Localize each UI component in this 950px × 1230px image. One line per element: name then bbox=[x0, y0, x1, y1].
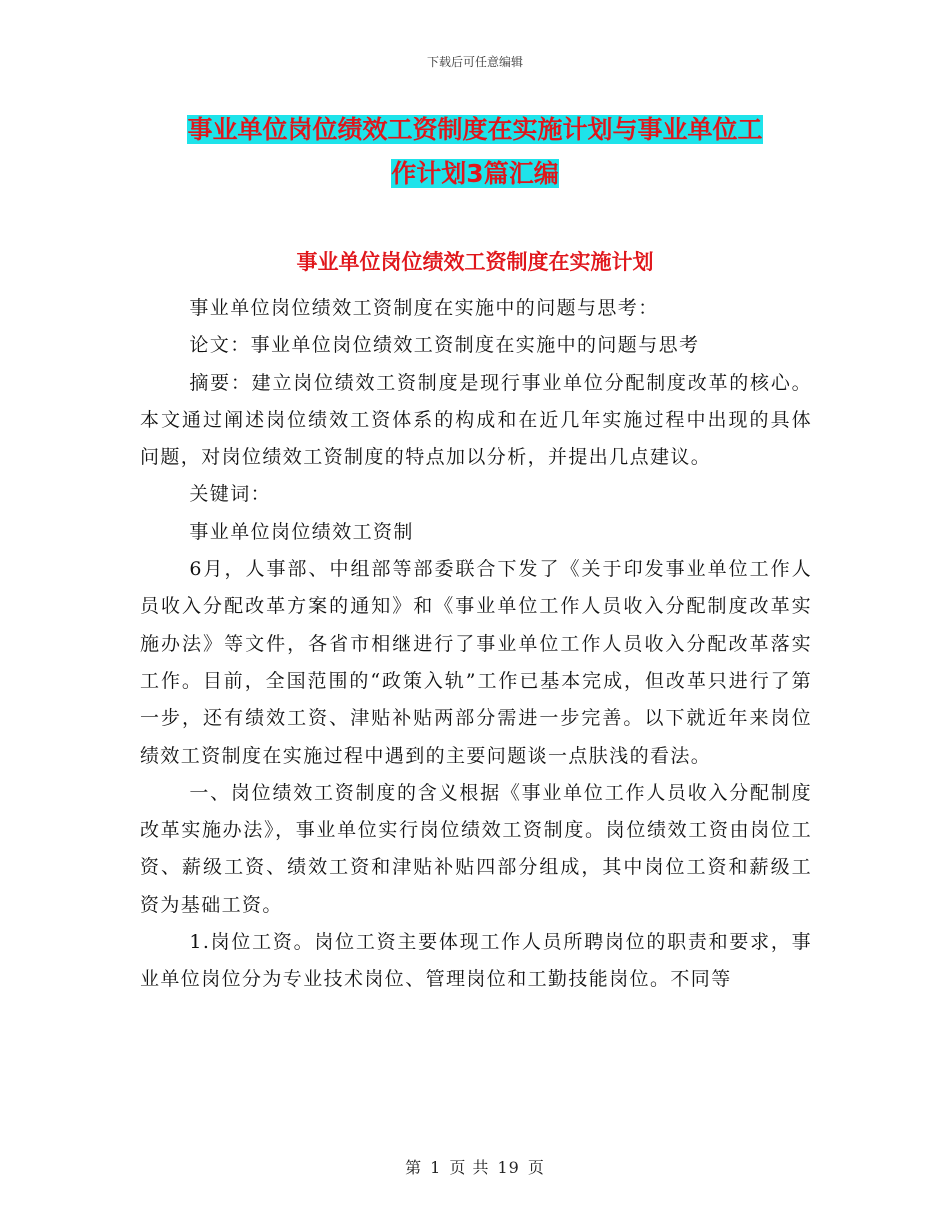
paragraph: 6月，人事部、中组部等部委联合下发了《关于印发事业单位工作人员收入分配改革方案的通知》和《事业单位工作人员收入分配制度改革实施办法》等文件，各省市相继进行了事业单位工作人员收入分配改革落实工作。目前，全国范围的“政策入轨”工作已基本完成，但改革只进行了第一步，还有绩效工资、津贴补贴两部分需进一步完善。以下就近年来岗位绩效工资制度在实施过程中遇到的主要问题谈一点肤浅的看法。 bbox=[140, 558, 812, 767]
body-text bbox=[140, 290, 812, 999]
paragraph: 事业单位岗位绩效工资制度在实施中的问题与思考： bbox=[189, 297, 659, 319]
footer-suffix: 页 bbox=[527, 1158, 545, 1177]
document-title bbox=[140, 108, 810, 196]
page-footer bbox=[0, 1155, 950, 1178]
page-number: 1 bbox=[430, 1158, 442, 1177]
paragraph: 关键词： bbox=[189, 483, 271, 506]
section-title: 事业单位岗位绩效工资制度在实施计划 bbox=[296, 250, 654, 274]
document-title-line-2: 作计划3篇汇编 bbox=[391, 159, 559, 188]
document-title-line-1: 事业单位岗位绩效工资制度在实施计划与事业单位工 bbox=[187, 115, 763, 144]
paragraph: 1.岗位工资。岗位工资主要体现工作人员所聘岗位的职责和要求，事业单位岗位分为专业技术岗位、管理岗位和工勤技能岗位。不同等 bbox=[140, 931, 812, 991]
total-pages: 19 bbox=[497, 1158, 520, 1177]
paragraph: 事业单位岗位绩效工资制 bbox=[189, 520, 414, 543]
paragraph: 摘要：建立岗位绩效工资制度是现行事业单位分配制度改革的核心。本文通过阐述岗位绩效工资体系的构成和在近几年实施过程中出现的具体问题，对岗位绩效工资制度的特点加以分析，并提出几点建议。 bbox=[140, 371, 812, 469]
paragraph: 一、岗位绩效工资制度的含义根据《事业单位工作人员收入分配制度改革实施办法》，事业单位实行岗位绩效工资制度。岗位绩效工资由岗位工资、薪级工资、绩效工资和津贴补贴四部分组成，其中岗位工资和薪级工资为基础工资。 bbox=[140, 781, 812, 916]
footer-prefix: 第 bbox=[405, 1158, 423, 1177]
paragraph: 论文：事业单位岗位绩效工资制度在实施中的问题与思考 bbox=[189, 334, 700, 357]
header-note: 下载后可任意编辑 bbox=[426, 55, 523, 69]
footer-middle: 页 共 bbox=[449, 1158, 490, 1177]
